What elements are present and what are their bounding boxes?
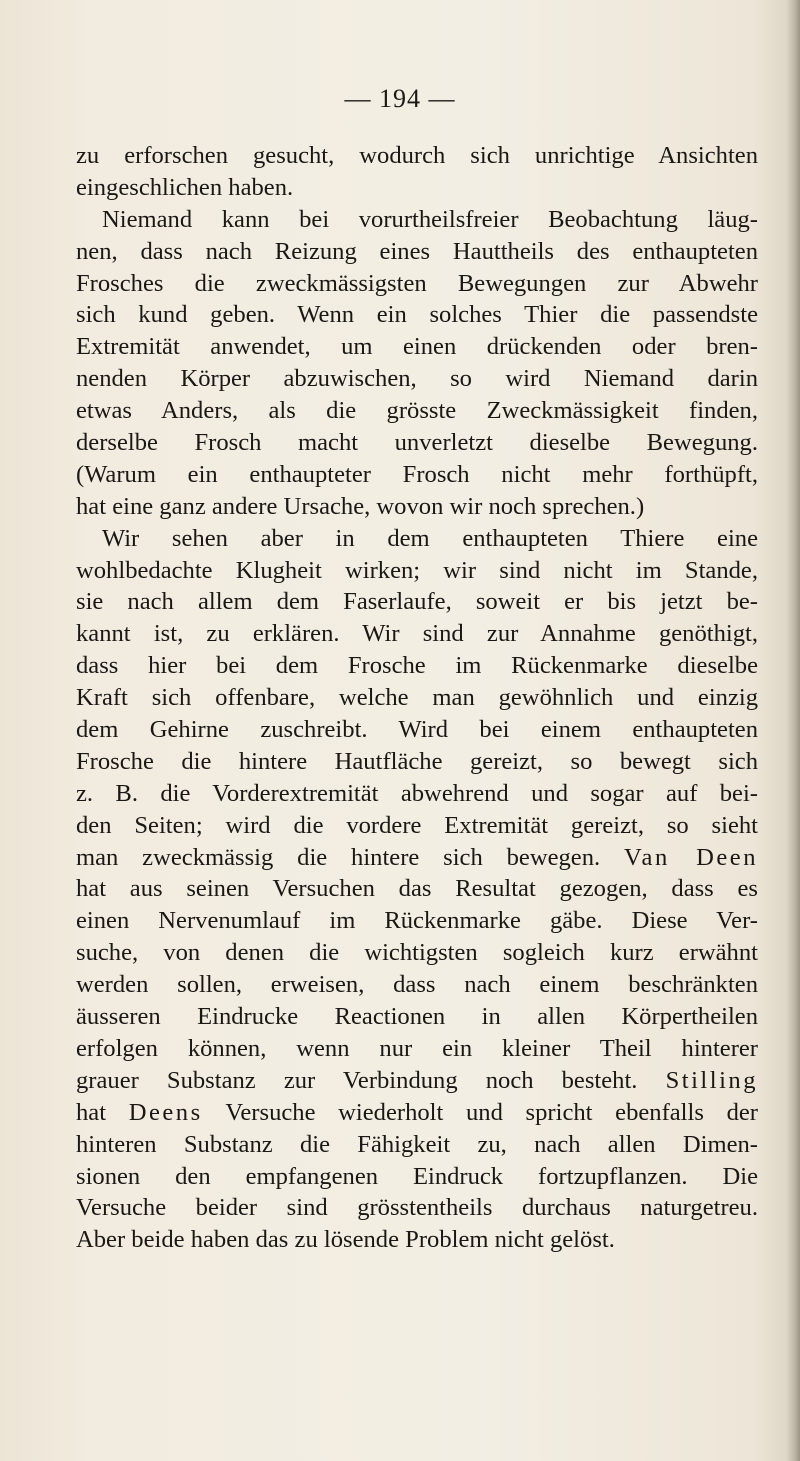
- text-line: einen Nervenumlauf im Rückenmarke gäbe. Diese Ver-: [76, 907, 758, 935]
- body-text: [76, 140, 758, 1256]
- text-line: Versuche beider sind grösstentheils durchaus naturgetreu.: [76, 1194, 758, 1222]
- text-line: derselbe Frosch macht unverletzt dieselbe Bewegung.: [76, 429, 758, 457]
- text-line: Extremität anwendet, um einen drückenden oder bren-: [76, 333, 758, 361]
- text-segment: hat: [76, 1098, 107, 1126]
- text-segment: man zweckmässig die hintere sich bewegen.: [76, 843, 601, 871]
- text-line: hat aus seinen Versuchen das Resultat gezogen, dass es: [76, 875, 758, 903]
- text-line: dass hier bei dem Frosche im Rückenmarke dieselbe: [76, 652, 758, 680]
- text-line: werden sollen, erweisen, dass nach einem beschränkten: [76, 971, 758, 999]
- text-line: äusseren Eindrucke Reactionen in allen Körpertheilen: [76, 1003, 758, 1031]
- text-line: Kraft sich offenbare, welche man gewöhnlich und einzig: [76, 684, 758, 712]
- text-line: den Seiten; wird die vordere Extremität gereizt, so sieht: [76, 811, 758, 839]
- text-line: Frosche die hintere Hautfläche gereizt, so bewegt sich: [76, 747, 758, 775]
- text-segment: grauer Substanz zur Verbindung noch besteht.: [76, 1066, 638, 1094]
- page-edge-shadow: [786, 0, 800, 1461]
- text-line: (Warum ein enthaupteter Frosch nicht mehr forthüpft,: [76, 460, 758, 488]
- text-line: hat eine ganz andere Ursache, wovon wir noch sprechen.): [76, 492, 645, 520]
- text-line: [76, 1097, 758, 1129]
- text-line: [76, 1065, 758, 1097]
- text-line: Wir sehen aber in dem enthaupteten Thiere eine: [102, 524, 758, 552]
- text-line: sich kund geben. Wenn ein solches Thier die passendste: [76, 301, 758, 329]
- page-number: — 194 —: [344, 84, 456, 113]
- text-line: Niemand kann bei vorurtheilsfreier Beobachtung läug-: [102, 205, 758, 233]
- author-name-stilling: Stilling: [665, 1066, 758, 1094]
- text-line: Frosches die zweckmässigsten Bewegungen zur Abwehr: [76, 269, 758, 297]
- text-line: z. B. die Vorderextremität abwehrend und sogar auf bei-: [76, 779, 758, 807]
- text-line: sionen den empfangenen Eindruck fortzupflanzen. Die: [76, 1162, 758, 1190]
- text-line: zu erforschen gesucht, wodurch sich unrichtige Ansichten: [76, 142, 758, 169]
- text-line: kannt ist, zu erklären. Wir sind zur Annahme genöthigt,: [76, 620, 758, 648]
- text-line: erfolgen können, wenn nur ein kleiner Theil hinterer: [76, 1034, 758, 1062]
- text-line: hinteren Substanz die Fähigkeit zu, nach allen Dimen-: [76, 1130, 758, 1158]
- text-line: eingeschlichen haben.: [76, 173, 294, 201]
- author-name-van-deen: Van Deen: [624, 843, 758, 871]
- text-line: nenden Körper abzuwischen, so wird Niemand darin: [76, 365, 758, 393]
- author-name-deens: Deens: [128, 1098, 203, 1126]
- text-line: Aber beide haben das zu lösende Problem nicht gelöst.: [76, 1226, 615, 1254]
- text-line: [76, 842, 758, 874]
- text-line: suche, von denen die wichtigsten sogleich kurz erwähnt: [76, 939, 758, 967]
- text-line: nen, dass nach Reizung eines Hauttheils des enthaupteten: [76, 237, 758, 265]
- text-line: wohlbedachte Klugheit wirken; wir sind nicht im Stande,: [76, 556, 758, 584]
- text-line: etwas Anders, als die grösste Zweckmässigkeit finden,: [76, 397, 758, 425]
- text-segment: Versuche wiederholt und spricht ebenfalls der: [225, 1098, 758, 1126]
- text-line: dem Gehirne zuschreibt. Wird bei einem enthaupteten: [76, 716, 758, 744]
- text-line: sie nach allem dem Faserlaufe, soweit er bis jetzt be-: [76, 588, 758, 616]
